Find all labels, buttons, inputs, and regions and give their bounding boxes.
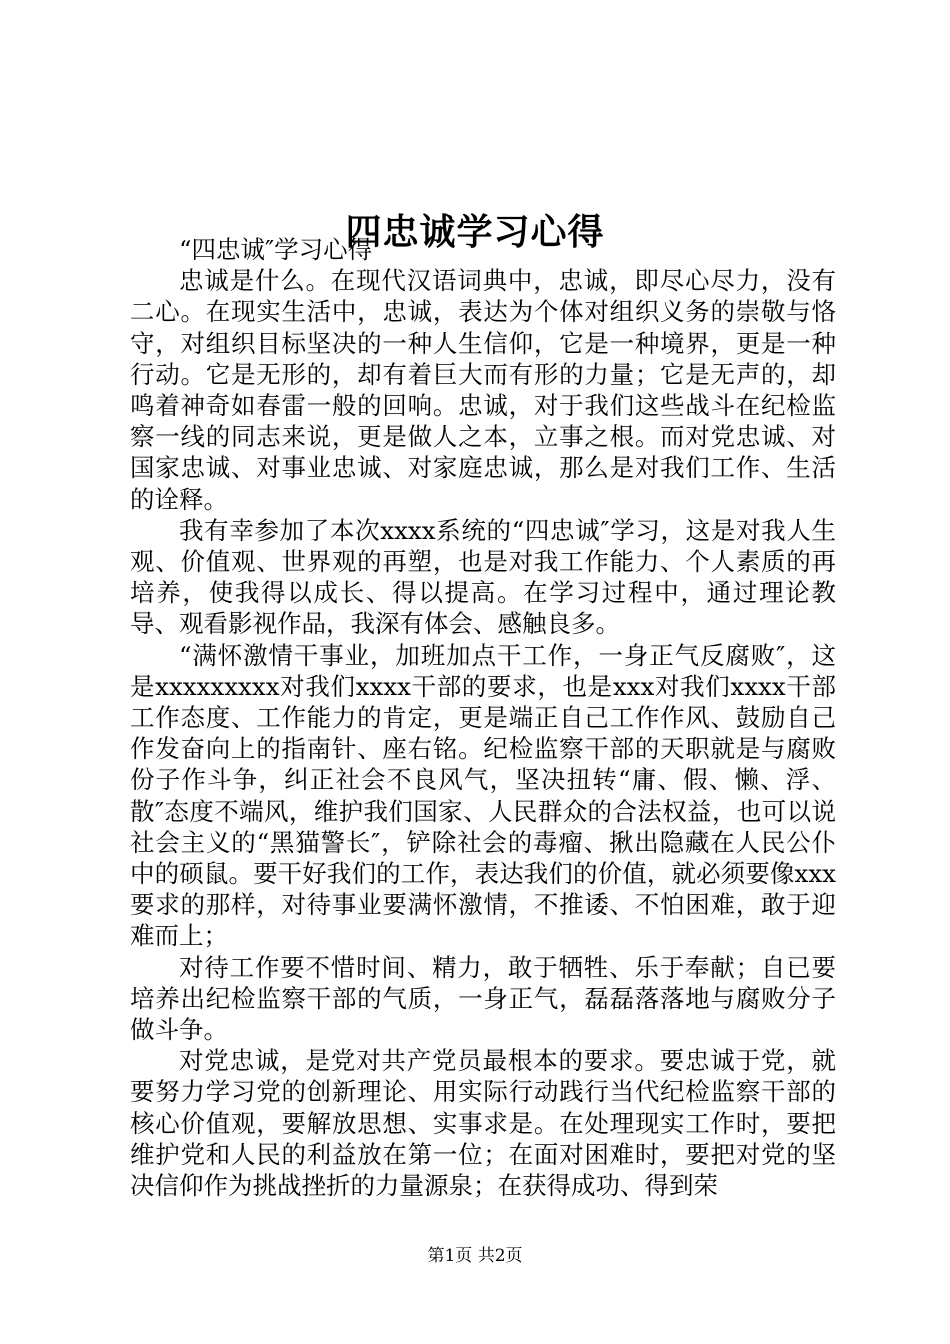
- paragraph: 对待工作要不惜时间、精力，敢于牺牲、乐于奉献；自已要培养出纪检监察干部的气质，一身正气，磊磊落落地与腐败分子做斗争。: [130, 952, 836, 1045]
- paragraph: 忠诚是什么。在现代汉语词典中，忠诚，即尽心尽力，没有二心。在现实生活中，忠诚，表达为个体对组织义务的崇敬与恪守，对组织目标坚决的一种人生信仰，它是一种境界，更是一种行动。它是无形的，却有着巨大而有形的力量；它是无声的，却鸣着神奇如春雷一般的回响。忠诚，对于我们这些战斗在纪检监察一线的同志来说，更是做人之本，立事之根。而对党忠诚、对国家忠诚、对事业忠诚、对家庭忠诚，那么是对我们工作、生活的诠释。: [130, 266, 836, 514]
- paragraph: 对党忠诚，是党对共产党员最根本的要求。要忠诚于党，就要努力学习党的创新理论、用实际行动践行当代纪检监察干部的核心价值观，要解放思想、实事求是。在处理现实工作时，要把维护党和人民的利益放在第一位；在面对困难时，要把对党的坚决信仰作为挑战挫折的力量源泉；在获得成功、得到荣: [130, 1046, 836, 1201]
- document-body: [130, 234, 836, 1201]
- paragraph: “满怀激情干事业，加班加点干工作，一身正气反腐败″，这是xxxxxxxxx对我们xxxx干部的要求，也是xxx对我们xxxx干部工作态度、工作能力的肯定，更是端正自己工作作风、鼓励自己作发奋向上的指南针、座右铭。纪检监察干部的天职就是与腐败份子作斗争，纠正社会不良风气，坚决扭转“庸、假、懒、浮、散″态度不端风，维护我们国家、人民群众的合法权益，也可以说社会主义的“黑猫警长″，铲除社会的毒瘤、揪出隐藏在人民公仆中的硕鼠。要干好我们的工作，表达我们的价值，就必须要像xxx要求的那样，对待事业要满怀激情，不推诿、不怕困难，敢于迎难而上；: [130, 640, 836, 951]
- paragraph: 我有幸参加了本次xxxx系统的“四忠诚″学习，这是对我人生观、价值观、世界观的再塑，也是对我工作能力、个人素质的再培养，使我得以成长、得以提高。在学习过程中，通过理论教导、观看影视作品，我深有体会、感触良多。: [130, 515, 836, 639]
- page-title: 四忠诚学习心得: [345, 211, 605, 254]
- paragraph-subtitle: “四忠诚″学习心得: [179, 235, 373, 264]
- page-footer: 第1页 共2页: [427, 1246, 523, 1266]
